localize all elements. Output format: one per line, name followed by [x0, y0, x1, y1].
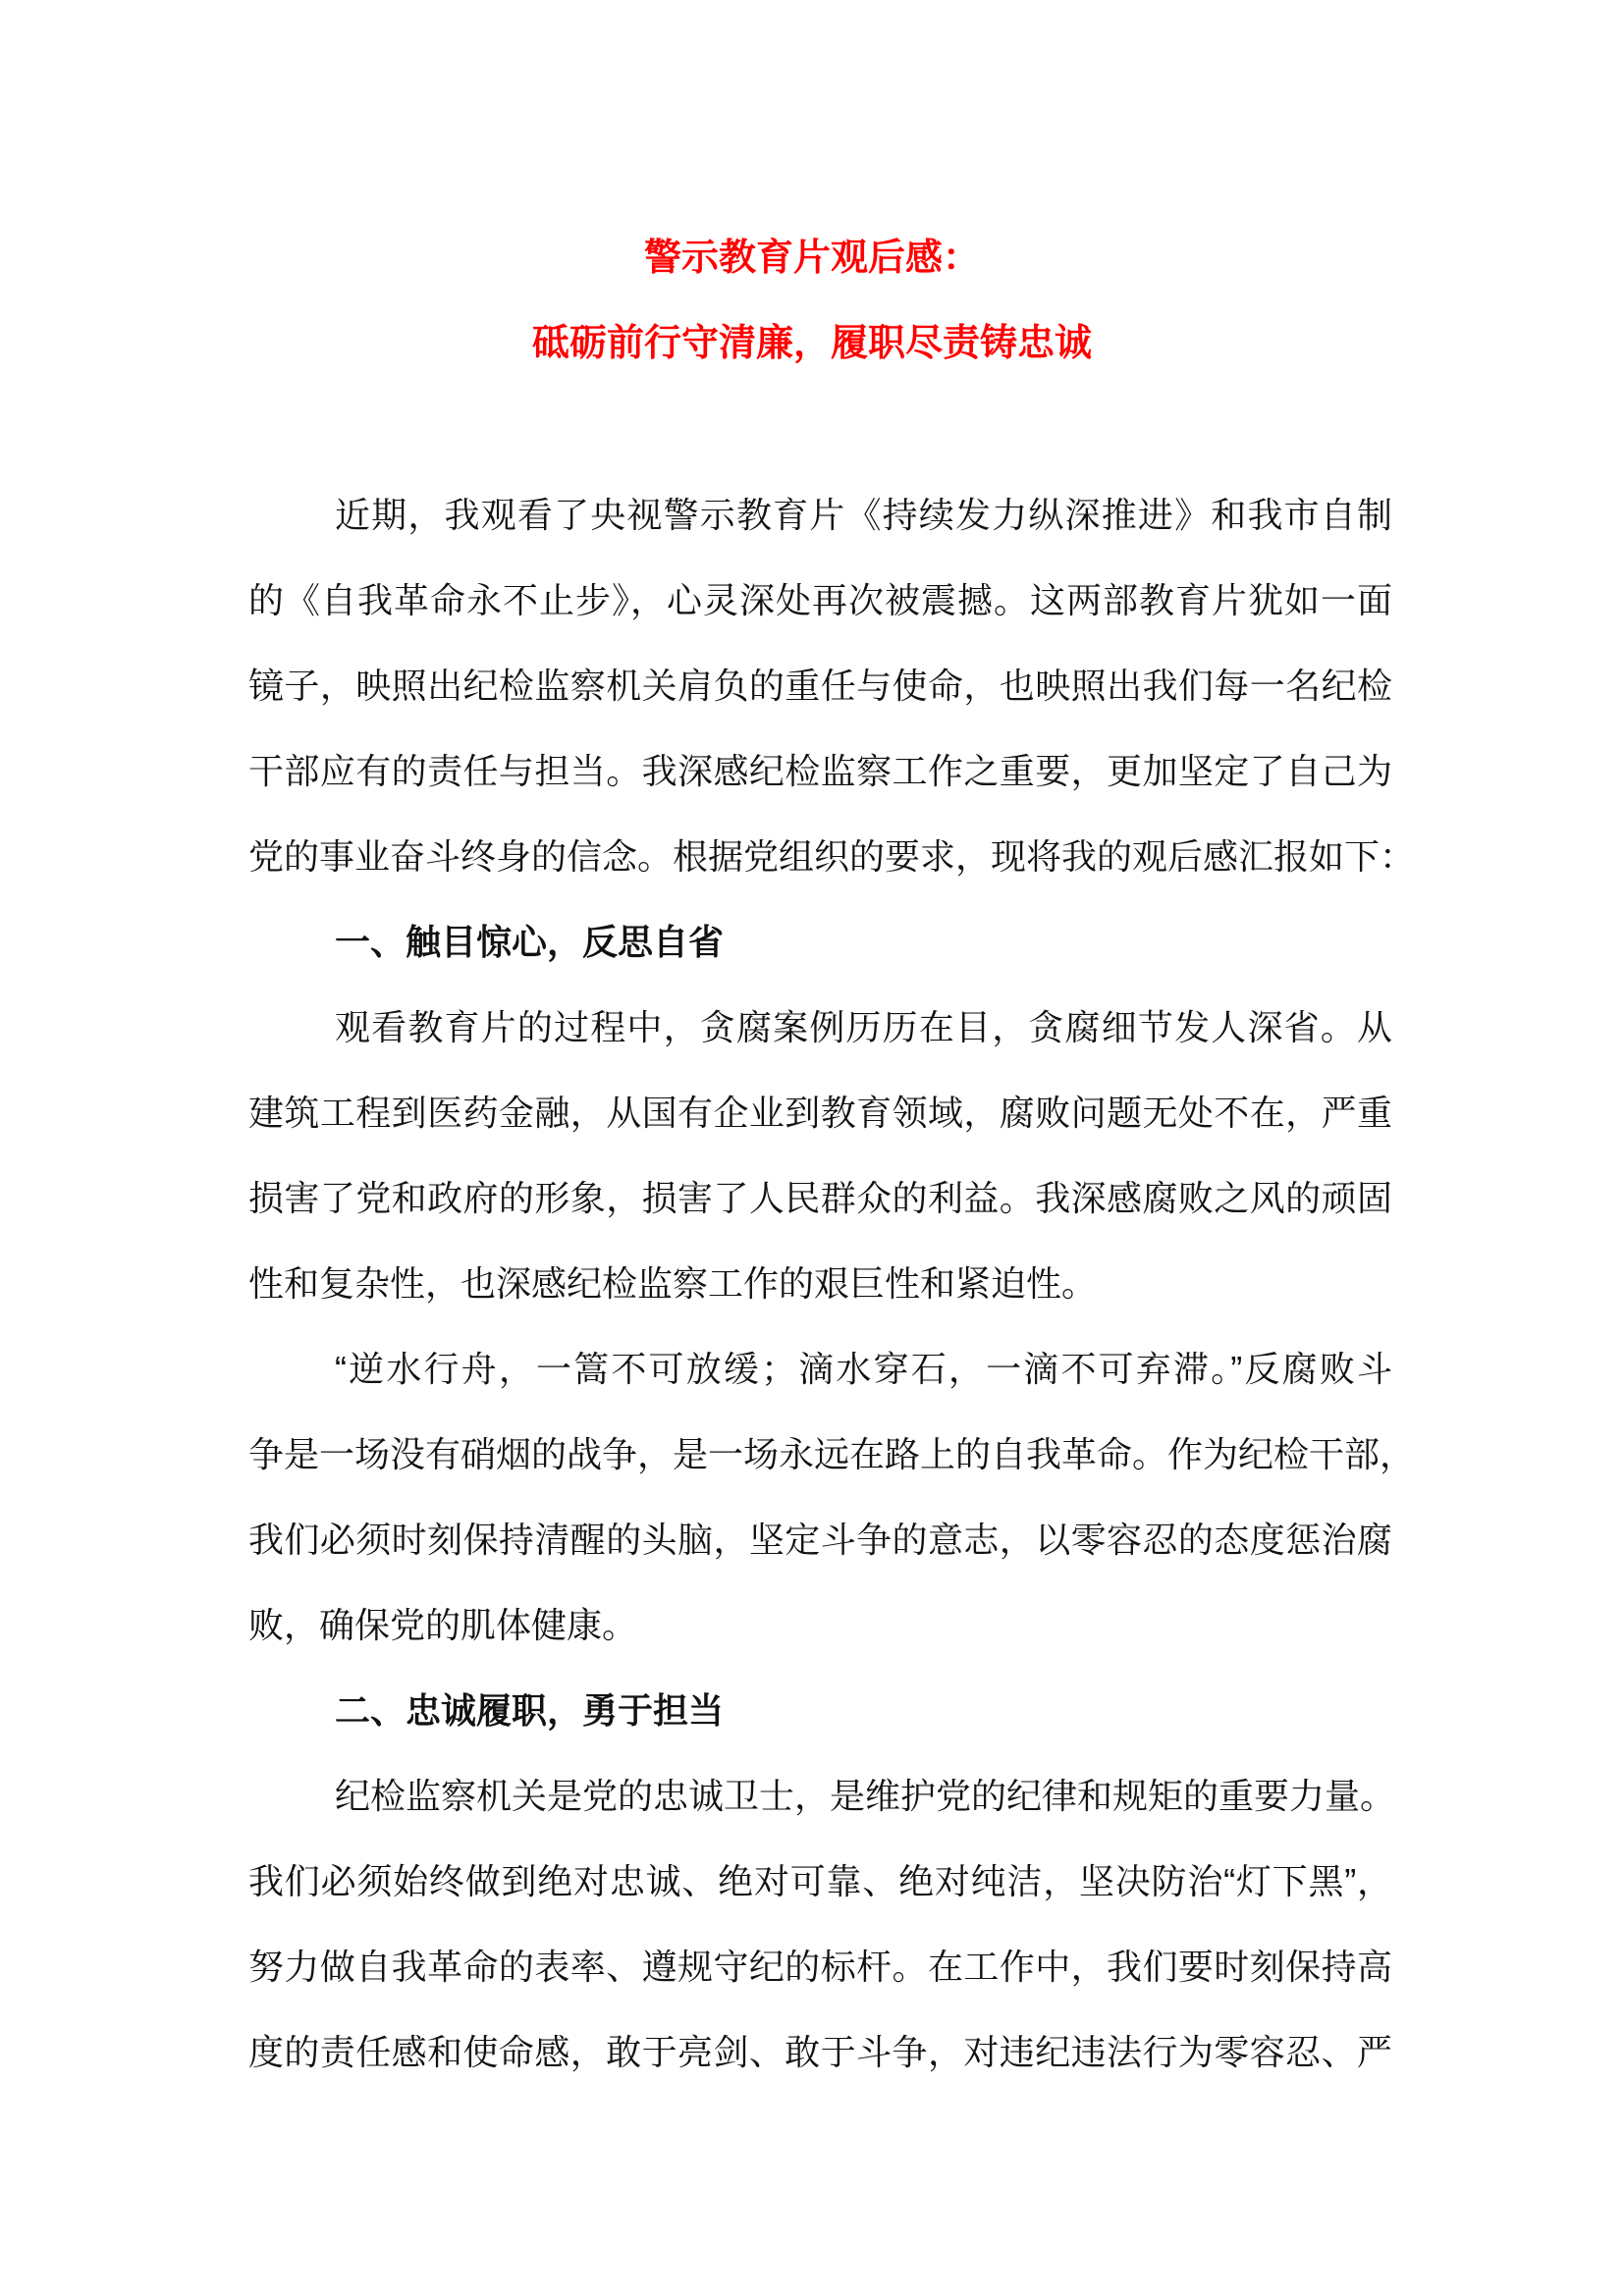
- paragraph-line: 度的责任感和使命感，敢于亮剑、敢于斗争，对违纪违法行为零容忍、严: [248, 2032, 1392, 2072]
- document-subtitle: 砥砺前行守清廉，履职尽责铸忠诚: [531, 323, 1092, 364]
- document-title: 警示教育片观后感：: [643, 238, 980, 279]
- paragraph-line: 性和复杂性，也深感纪检监察工作的艰巨性和紧迫性。: [248, 1263, 1098, 1304]
- paragraph-line: 败，确保党的肌体健康。: [248, 1605, 638, 1645]
- paragraph-line: 损害了党和政府的形象，损害了人民群众的利益。我深感腐败之风的顽固: [248, 1178, 1392, 1218]
- paragraph-line: 我们必须时刻保持清醒的头脑，坚定斗争的意志，以零容忍的态度惩治腐: [248, 1520, 1392, 1560]
- paragraph-line: 我们必须始终做到绝对忠诚、绝对可靠、绝对纯洁，坚决防治“灯下黑”，: [248, 1861, 1392, 1901]
- paragraph-line: 镜子，映照出纪检监察机关肩负的重任与使命，也映照出我们每一名纪检: [248, 666, 1392, 706]
- paragraph-line: 干部应有的责任与担当。我深感纪检监察工作之重要，更加坚定了自己为: [248, 751, 1392, 791]
- paragraph-line: 党的事业奋斗终身的信念。根据党组织的要求，现将我的观后感汇报如下：: [248, 836, 1416, 877]
- paragraph-line: 争是一场没有硝烟的战争，是一场永远在路上的自我革命。作为纪检干部，: [248, 1434, 1416, 1474]
- paragraph-line: 努力做自我革命的表率、遵规守纪的标杆。在工作中，我们要时刻保持高: [248, 1947, 1392, 1987]
- paragraph-line: 近期，我观看了央视警示教育片《持续发力纵深推进》和我市自制: [335, 495, 1392, 535]
- paragraph-line: 观看教育片的过程中，贪腐案例历历在目，贪腐细节发人深省。从: [335, 1007, 1392, 1047]
- document-body: [248, 491, 1416, 2113]
- paragraph-line: 纪检监察机关是党的忠诚卫士，是维护党的纪律和规矩的重要力量。: [335, 1776, 1396, 1816]
- paragraph-line: 的《自我革命永不止步》，心灵深处再次被震撼。这两部教育片犹如一面: [248, 580, 1392, 620]
- paragraph-line: “逆水行舟，一篙不可放缓；滴水穿石，一滴不可弃滞。”反腐败斗: [335, 1349, 1392, 1389]
- paragraph-line: 建筑工程到医药金融，从国有企业到教育领域，腐败问题无处不在，严重: [248, 1093, 1392, 1133]
- section-heading: 一、触目惊心，反思自省: [335, 922, 725, 962]
- section-heading: 二、忠诚履职，勇于担当: [335, 1690, 725, 1731]
